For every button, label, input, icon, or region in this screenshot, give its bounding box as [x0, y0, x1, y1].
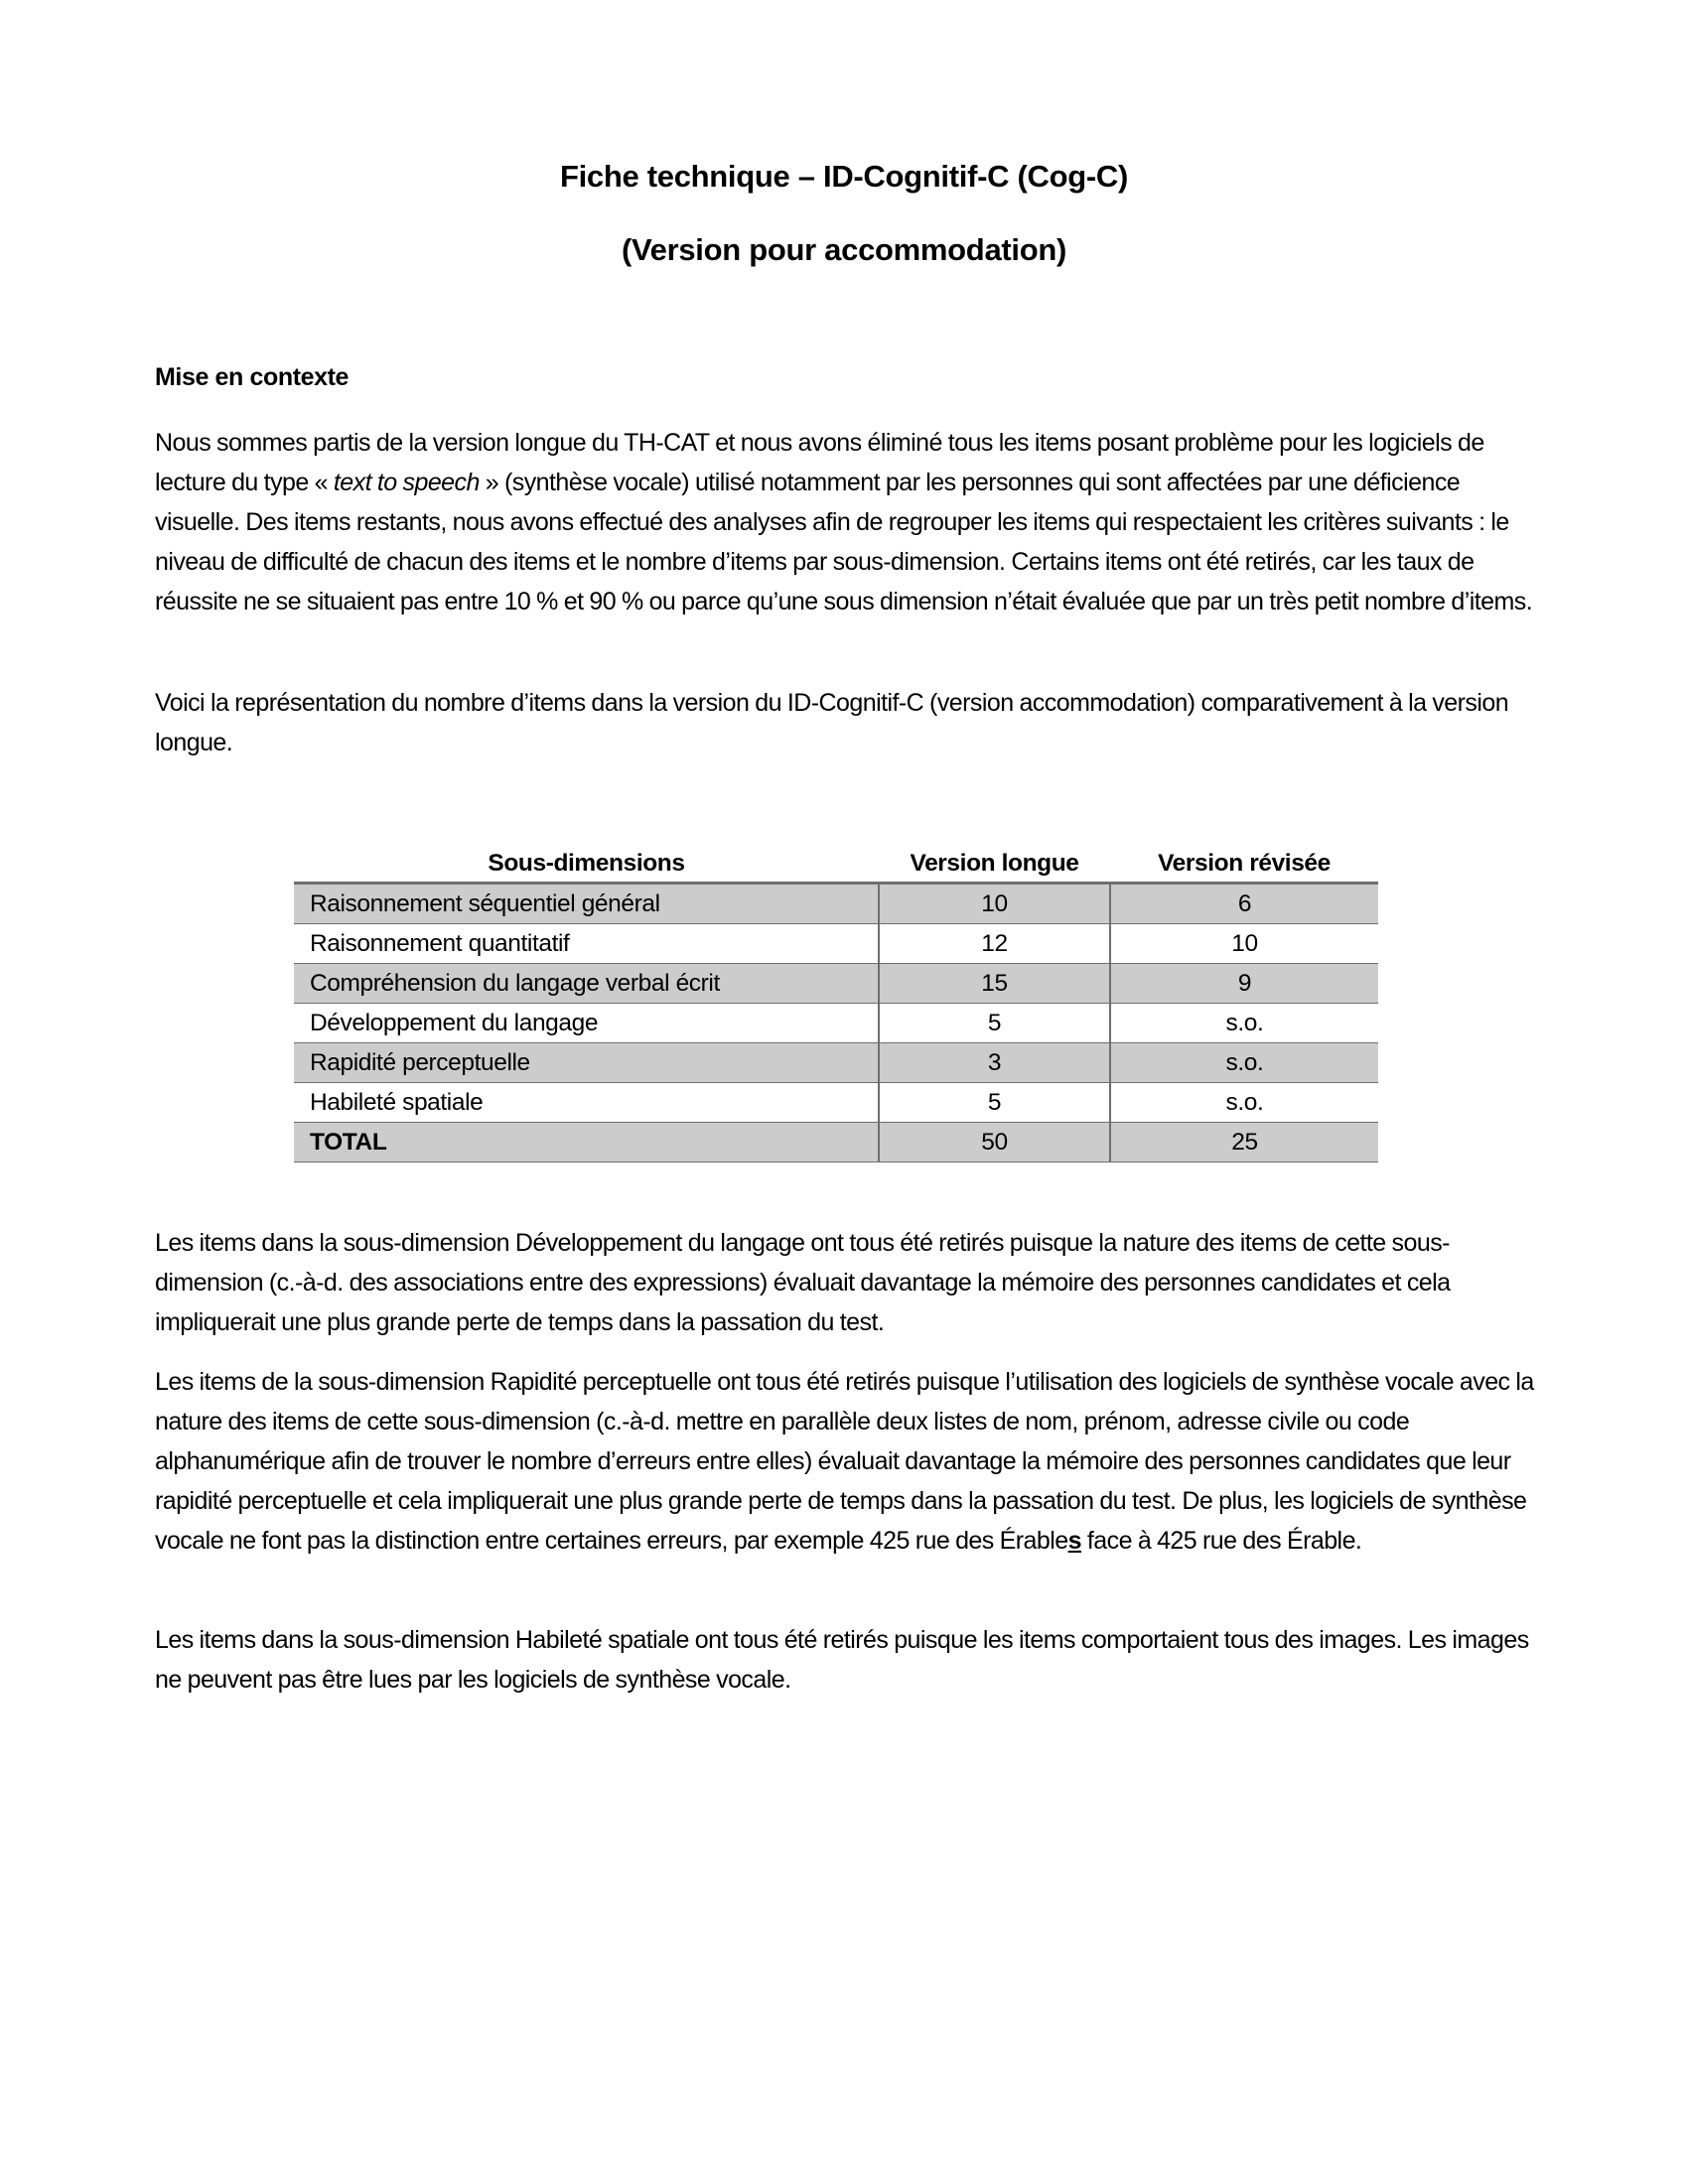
header-version-longue: Version longue	[879, 842, 1110, 884]
rapidite-text-part1: Les items de la sous-dimension Rapidité perceptuelle ont tous été retirés puisque l’utilisation des logiciels de synthèse vocale avec la nature des items de cette sous-dimension (c.-à-d. mettre en parallèle deux listes de nom, prénom, adresse civile ou code alphanumérique afin de trouver le nombre d’erreurs entre elles) évaluait davantage la mémoire des personnes candidates que leur rapidité perceptuelle et cela impliquerait une plus grande perte de temps dans la passation du test. De plus, les logiciels de synthèse vocale ne font pas la distinction entre certaines erreurs, par exemple 425 rue des Érable	[155, 1368, 1534, 1555]
row-label: Rapidité perceptuelle	[294, 1043, 879, 1083]
table-row	[294, 924, 1378, 964]
developpement-langage-paragraph: Les items dans la sous-dimension Développement du langage ont tous été retirés puisque la nature des items de cette sous-dimension (c.-à-d. des associations entre des expressions) évaluait davantage la mémoire des personnes candidates et cela impliquerait une plus grande perte de temps dans la passation du test.	[155, 1229, 1451, 1336]
row-version-revisee: s.o.	[1110, 1043, 1378, 1083]
row-version-revisee: 6	[1110, 884, 1378, 924]
section-heading-context: Mise en contexte	[155, 363, 350, 391]
context-paragraph	[155, 423, 1545, 621]
row-label: Compréhension du langage verbal écrit	[294, 964, 879, 1004]
header-version-revisee: Version révisée	[1110, 842, 1378, 884]
row-version-longue: 5	[879, 1004, 1110, 1043]
total-version-revisee: 25	[1110, 1123, 1378, 1162]
row-label: Développement du langage	[294, 1004, 879, 1043]
items-comparison-table	[294, 842, 1378, 1162]
table-row	[294, 884, 1378, 924]
header-sous-dimensions: Sous-dimensions	[294, 842, 879, 884]
row-version-longue: 3	[879, 1043, 1110, 1083]
context-text-part2: » (synthèse vocale) utilisé notamment par les personnes qui sont affectées par une déficience visuelle. Des items restants, nous avons effectué des analyses afin de regrouper les items qui respectaient les critères suivants : le niveau de difficulté de chacun des items et le nombre d’items par sous-dimension. Certains items ont été retirés, car les taux de réussite ne se situaient pas entre 10 % et 90 % ou parce qu’une sous dimension n’était évaluée que par un très petit nombre d’items.	[155, 469, 1533, 615]
row-version-longue: 12	[879, 924, 1110, 964]
document-title: Fiche technique – ID-Cognitif-C (Cog-C)	[559, 159, 1129, 194]
row-version-longue: 10	[879, 884, 1110, 924]
row-version-revisee: 9	[1110, 964, 1378, 1004]
row-version-longue: 15	[879, 964, 1110, 1004]
habilete-spatiale-paragraph: Les items dans la sous-dimension Habileté spatiale ont tous été retirés puisque les items comportaient tous des images. Les images ne peuvent pas être lues par les logiciels de synthèse vocale.	[155, 1626, 1529, 1694]
row-version-revisee: 10	[1110, 924, 1378, 964]
row-version-revisee: s.o.	[1110, 1083, 1378, 1123]
table-row	[294, 1004, 1378, 1043]
total-label: TOTAL	[294, 1123, 879, 1162]
table-row	[294, 964, 1378, 1004]
context-text-part1: Nous sommes partis de la version longue du TH-CAT et nous avons éliminé tous les items posant problème pour les logiciels de lecture du type «	[155, 429, 1484, 496]
row-label: Raisonnement quantitatif	[294, 924, 879, 964]
rapidite-text-part2: face à 425 rue des Érable.	[1080, 1527, 1362, 1555]
table-row	[294, 1043, 1378, 1083]
table-intro-paragraph: Voici la représentation du nombre d’items dans la version du ID-Cognitif-C (version accommodation) comparativement à la version longue.	[155, 689, 1509, 756]
table-row	[294, 1083, 1378, 1123]
emphasized-letter: s	[1067, 1527, 1081, 1555]
text-to-speech-term: text to speech	[333, 469, 480, 496]
row-label: Habileté spatiale	[294, 1083, 879, 1123]
row-label: Raisonnement séquentiel général	[294, 884, 879, 924]
row-version-longue: 5	[879, 1083, 1110, 1123]
document-subtitle: (Version pour accommodation)	[621, 232, 1067, 267]
total-version-longue: 50	[879, 1123, 1110, 1162]
rapidite-perceptuelle-paragraph	[155, 1362, 1545, 1561]
row-version-revisee: s.o.	[1110, 1004, 1378, 1043]
table-header-row	[294, 842, 1378, 884]
table-total-row	[294, 1123, 1378, 1162]
